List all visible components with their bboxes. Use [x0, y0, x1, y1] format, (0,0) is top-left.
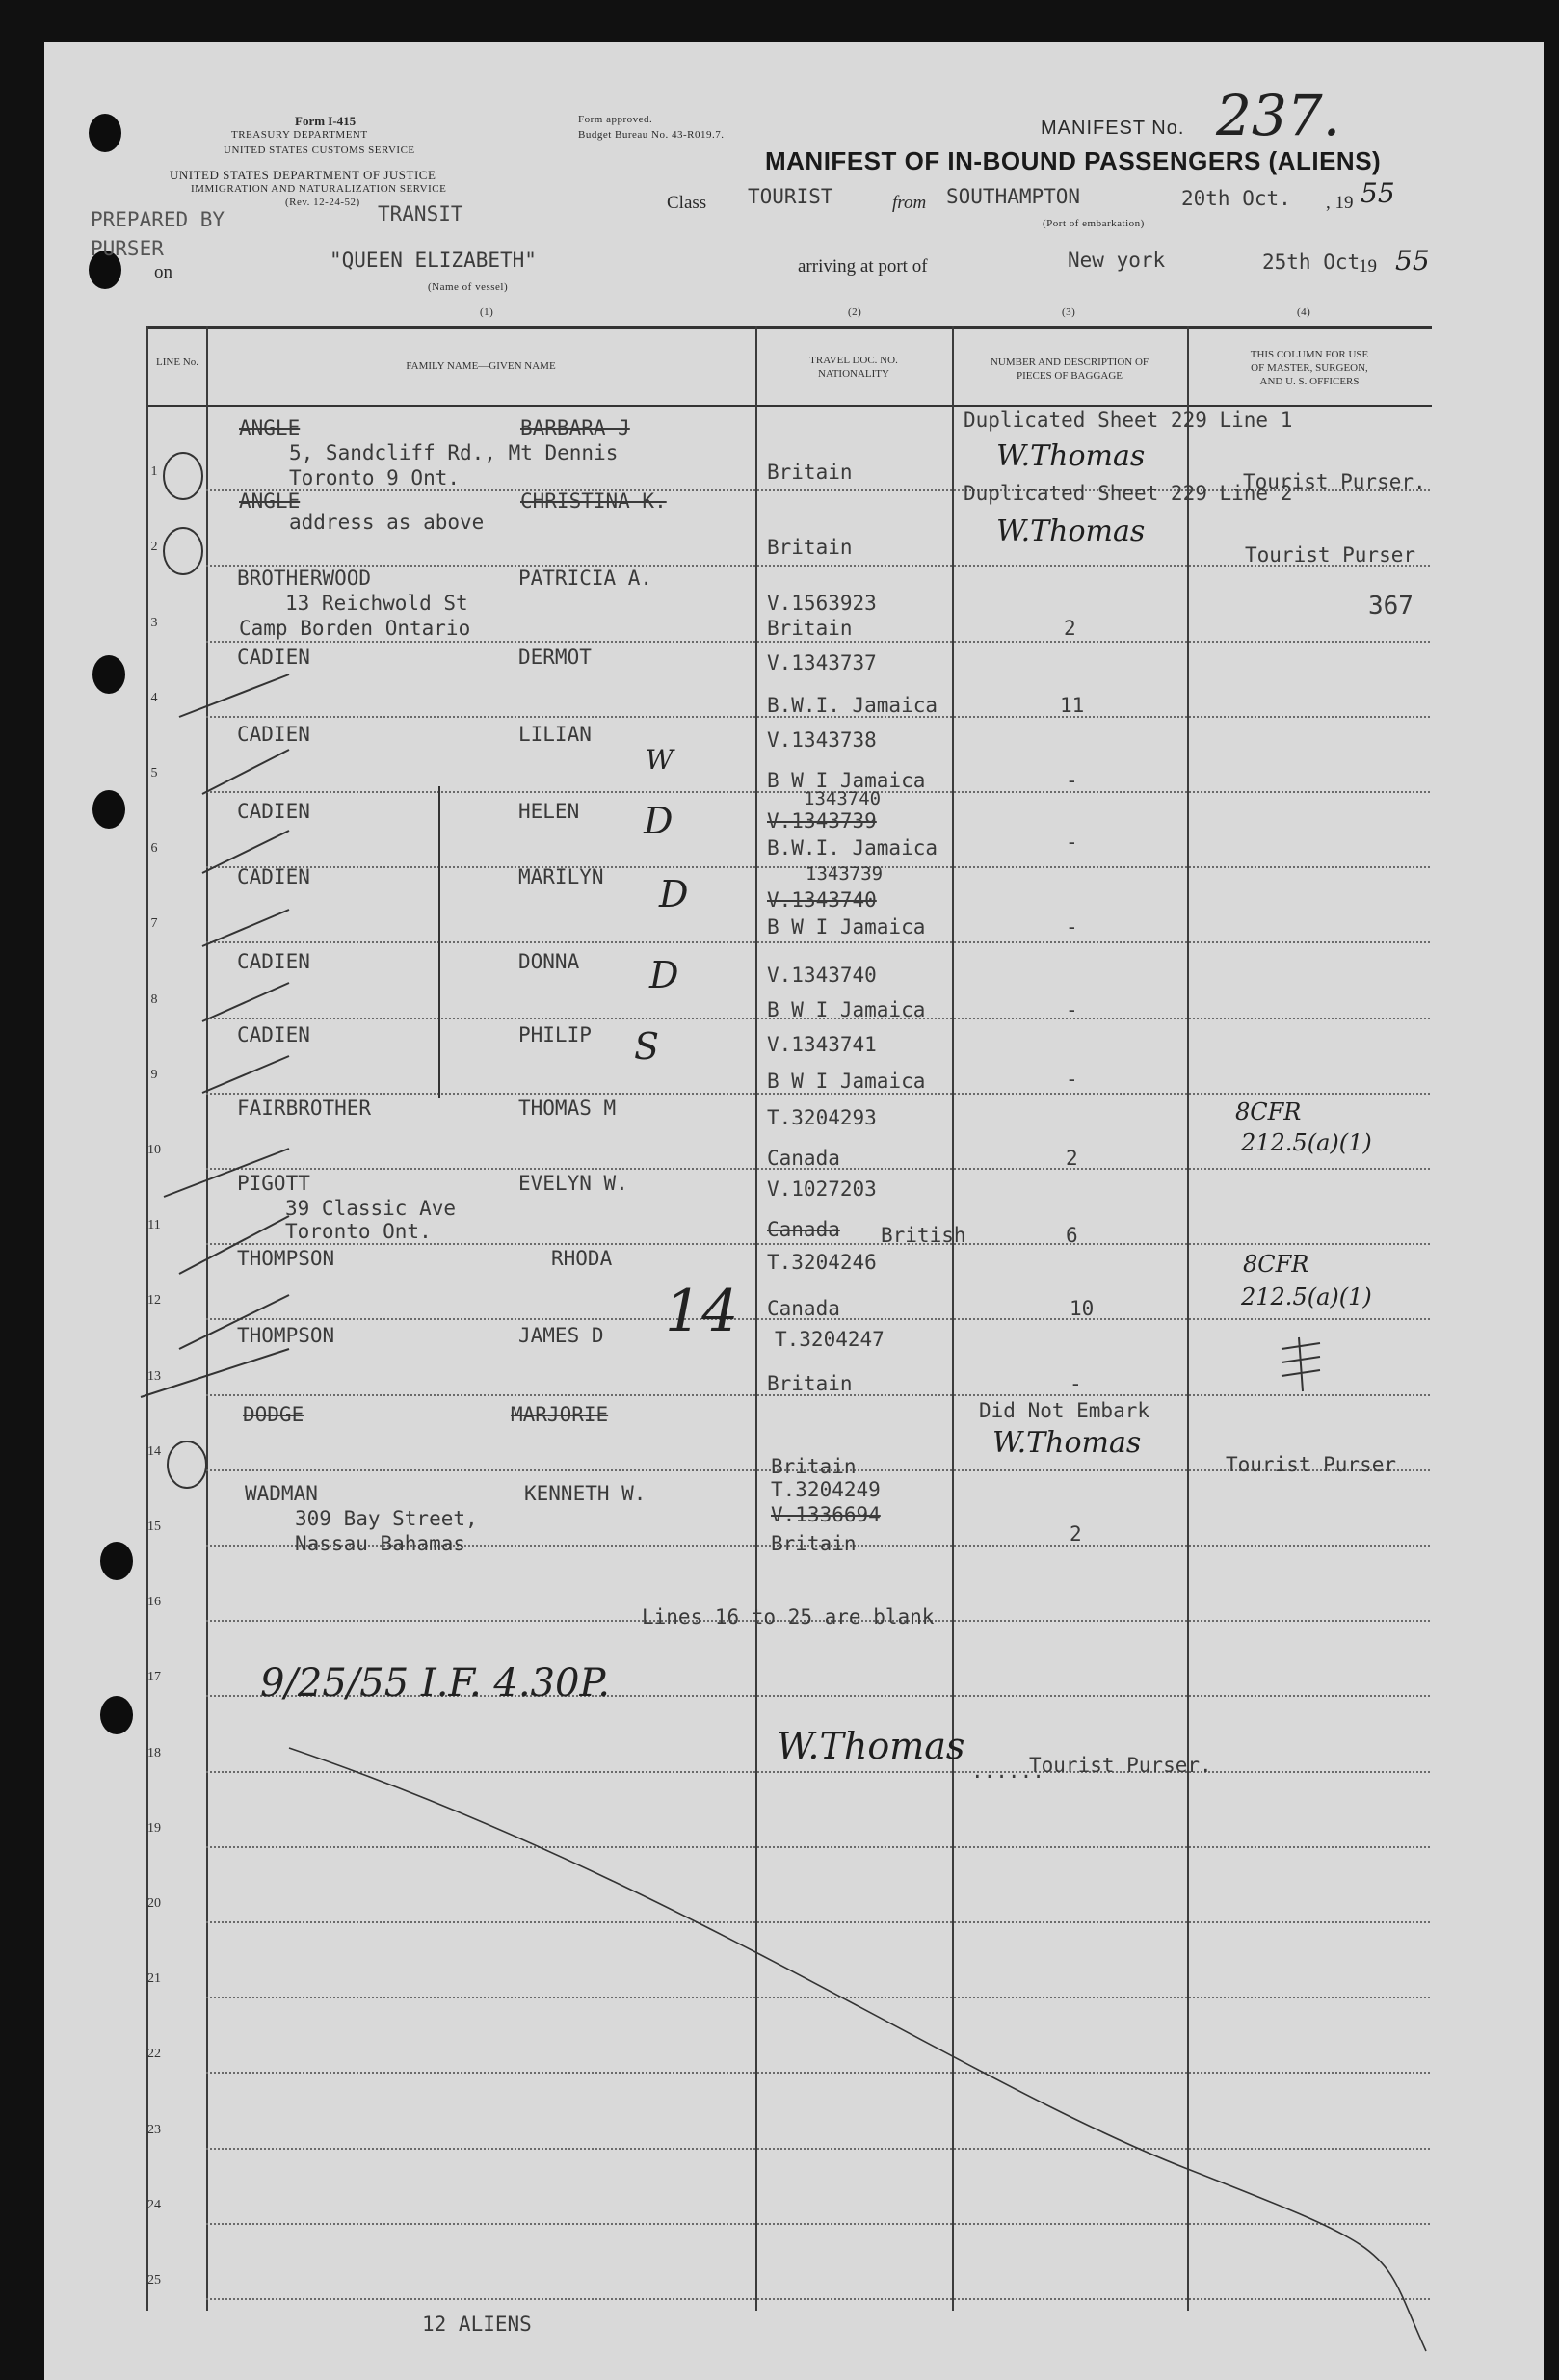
dept-line: TREASURY DEPARTMENT — [231, 129, 368, 141]
entry-5-doc: V.1343738 — [767, 728, 877, 752]
line-number: 14 — [147, 1443, 161, 1459]
col-header-officers: THIS COLUMN FOR USE — [1250, 349, 1369, 360]
entry-7-mark: D — [659, 873, 689, 915]
col-header-name: FAMILY NAME—GIVEN NAME — [406, 360, 556, 372]
entry-13-mark: 14 — [665, 1278, 739, 1345]
arriving-label: arriving at port of — [798, 256, 928, 277]
line-number: 22 — [147, 2047, 161, 2062]
entry-5-given: LILIAN — [518, 723, 592, 746]
final-signature-dots: ...... — [971, 1759, 1044, 1783]
vessel-name: "QUEEN ELIZABETH" — [330, 249, 537, 272]
entry-14-nationality: Britain — [771, 1455, 857, 1478]
revision-date: (Rev. 12-24-52) — [285, 197, 360, 208]
inspection-note: 9/25/55 I.F. 4.30P. — [260, 1661, 610, 1706]
arrival-port: New york — [1068, 249, 1166, 272]
purser-label: PURSER — [91, 237, 164, 260]
entry-1-address-2: Toronto 9 Ont. — [289, 466, 461, 489]
entry-9-doc: V.1343741 — [767, 1033, 877, 1056]
row-divider — [206, 2148, 1430, 2151]
entry-6-nationality: B.W.I. Jamaica — [767, 836, 938, 859]
arrival-date: 25th Oct — [1262, 251, 1361, 274]
entry-3-officer-note: 367 — [1368, 592, 1414, 621]
entry-9-given: PHILIP — [518, 1023, 592, 1046]
entry-12-given: RHODA — [551, 1247, 613, 1270]
row-divider — [206, 941, 1430, 944]
line-number: 10 — [147, 1143, 161, 1157]
entry-12-baggage: 10 — [1070, 1297, 1095, 1320]
line-number: 21 — [147, 1971, 161, 1987]
entry-2-role: Tourist Purser — [1245, 543, 1416, 567]
entry-8-nationality: B W I Jamaica — [767, 998, 926, 1021]
entry-14-signature: W.Thomas — [992, 1426, 1142, 1460]
entry-9-nationality: B W I Jamaica — [767, 1070, 926, 1093]
entry-7-doc: V.1343740 — [767, 888, 877, 912]
table-top-border — [146, 326, 1432, 329]
punch-hole — [92, 790, 125, 829]
entry-13-doc: T.3204247 — [775, 1328, 885, 1351]
line-number: 11 — [147, 1218, 161, 1233]
line-number: 20 — [147, 1896, 161, 1911]
manifest-number: 237. — [1216, 83, 1341, 148]
line-number: 16 — [147, 1595, 161, 1610]
entry-14-note: Did Not Embark — [979, 1399, 1150, 1422]
entry-14-given: MARJORIE — [511, 1403, 609, 1426]
entry-4-family: CADIEN — [237, 646, 310, 669]
arrival-year: 55 — [1395, 245, 1430, 277]
entry-3-given: PATRICIA A. — [518, 567, 653, 590]
entry-12-family: THOMPSON — [237, 1247, 335, 1270]
entry-12-nationality: Canada — [767, 1297, 840, 1320]
entry-15-given: KENNETH W. — [524, 1482, 647, 1505]
entry-8-mark: D — [649, 954, 679, 996]
entry-11-address-2: Toronto Ont. — [285, 1220, 432, 1243]
entry-10-family: FAIRBROTHER — [237, 1097, 372, 1120]
transit-label: TRANSIT — [378, 202, 463, 225]
entry-6-family: CADIEN — [237, 800, 310, 823]
entry-2-family: ANGLE — [239, 489, 301, 513]
embark-year: 55 — [1361, 177, 1395, 209]
line-number: 4 — [150, 690, 158, 705]
line-number: 15 — [147, 1520, 161, 1534]
row-divider — [206, 2223, 1430, 2226]
col-header-baggage: NUMBER AND DESCRIPTION OF — [990, 357, 1149, 368]
entry-3-family: BROTHERWOOD — [237, 567, 372, 590]
row-divider — [206, 1846, 1430, 1849]
entry-8-doc: V.1343740 — [767, 964, 877, 987]
entry-5-mark: W — [646, 744, 674, 776]
entry-1-address: 5, Sandcliff Rd., Mt Dennis — [289, 441, 619, 464]
manifest-page — [44, 42, 1544, 2380]
entry-6-doc-correction: 1343740 — [804, 788, 882, 809]
line-number: 5 — [150, 766, 158, 780]
line-number: 17 — [147, 1670, 161, 1685]
entry-2-note: Duplicated Sheet 229 Line 2 — [964, 482, 1293, 505]
embark-date: 20th Oct. — [1181, 187, 1291, 210]
line-number: 18 — [147, 1745, 161, 1760]
class-label: Class — [667, 193, 707, 213]
col-header-line-no: LINE No. — [156, 357, 198, 368]
entry-15-address: 309 Bay Street, — [295, 1507, 478, 1530]
entry-3-address-2: Camp Borden Ontario — [239, 617, 471, 640]
entry-4-given: DERMOT — [518, 646, 592, 669]
column-number: (4) — [1297, 306, 1311, 318]
col-header-officers-3: AND U. S. OFFICERS — [1259, 376, 1360, 387]
page-title: MANIFEST OF IN-BOUND PASSENGERS (ALIENS) — [765, 146, 1382, 175]
entry-2-given: CHRISTINA K. — [520, 489, 667, 513]
col-header-travel-doc: TRAVEL DOC. NO. — [809, 355, 898, 366]
entry-7-given: MARILYN — [518, 865, 604, 888]
entry-11-nationality-struck: Canada — [767, 1218, 840, 1241]
entry-1-signature: W.Thomas — [996, 439, 1146, 473]
dept-line: UNITED STATES CUSTOMS SERVICE — [224, 145, 415, 156]
row-divider — [206, 2298, 1430, 2301]
entry-1-family: ANGLE — [239, 416, 301, 439]
embark-port: SOUTHAMPTON — [946, 185, 1081, 208]
entry-10-nationality: Canada — [767, 1147, 840, 1170]
entry-15-family: WADMAN — [245, 1482, 318, 1505]
row-divider — [206, 641, 1430, 644]
prepared-by: PREPARED BY — [91, 208, 225, 231]
entry-1-role: Tourist Purser. — [1243, 470, 1426, 493]
form-number: Form I-415 — [295, 114, 357, 128]
form-approved: Form approved. — [578, 114, 653, 125]
entry-9-family: CADIEN — [237, 1023, 310, 1046]
entry-8-family: CADIEN — [237, 950, 310, 973]
embark-year-prefix: , 19 — [1326, 193, 1354, 213]
entry-13-baggage: - — [1070, 1372, 1082, 1395]
vessel-caption: (Name of vessel) — [428, 281, 509, 293]
entry-2-signature: W.Thomas — [996, 515, 1146, 548]
entry-11-family: PIGOTT — [237, 1172, 310, 1195]
entry-11-address: 39 Classic Ave — [285, 1197, 457, 1220]
manifest-label: MANIFEST No. — [1041, 118, 1185, 139]
entry-10-given: THOMAS M — [518, 1097, 617, 1120]
line-number: 23 — [147, 2122, 161, 2137]
line-number: 9 — [150, 1067, 158, 1082]
line-number: 6 — [150, 841, 158, 857]
entry-5-nationality: B W I Jamaica — [767, 769, 926, 792]
row-divider — [206, 1243, 1430, 1246]
from-label: from — [892, 193, 927, 213]
line-number: 19 — [147, 1820, 161, 1836]
entry-9-mark: S — [634, 1025, 660, 1068]
entry-3-nationality: Britain — [767, 617, 853, 640]
entry-3-address: 13 Reichwold St — [285, 592, 468, 615]
line-number: 8 — [150, 992, 158, 1007]
entry-6-given: HELEN — [518, 800, 580, 823]
entry-1-nationality: Britain — [767, 461, 853, 484]
entry-1-note: Duplicated Sheet 229 Line 1 — [964, 409, 1293, 432]
line-number: 24 — [147, 2197, 161, 2212]
line-number: 25 — [147, 2273, 161, 2287]
entry-12-officer-note-2: 212.5(a)(1) — [1241, 1283, 1372, 1310]
class-value: TOURIST — [748, 185, 833, 208]
row-divider — [206, 1997, 1430, 1999]
row-divider — [206, 1093, 1430, 1096]
line-number: 3 — [150, 615, 158, 630]
entry-14-family: DODGE — [243, 1403, 304, 1426]
entry-10-doc: T.3204293 — [767, 1106, 877, 1129]
entry-13-given: JAMES D — [518, 1324, 604, 1347]
final-signature: W.Thomas — [777, 1725, 965, 1767]
entry-9-baggage: - — [1066, 1068, 1078, 1091]
entry-10-baggage: 2 — [1066, 1147, 1078, 1170]
punch-hole — [100, 1696, 133, 1734]
line-number: 2 — [150, 540, 158, 555]
entry-1-given: BARBARA J — [520, 416, 630, 439]
port-caption: (Port of embarkation) — [1043, 218, 1145, 229]
entry-13-family: THOMPSON — [237, 1324, 335, 1347]
entry-6-mark: D — [644, 800, 674, 842]
footer-total: 12 ALIENS — [422, 2313, 532, 2336]
on-label: on — [154, 262, 172, 282]
entry-3-doc: V.1563923 — [767, 592, 877, 615]
entry-15-doc-struck: V.1336694 — [771, 1503, 881, 1526]
dept-line: UNITED STATES DEPARTMENT OF JUSTICE — [170, 168, 436, 182]
punch-hole — [92, 655, 125, 694]
entry-4-nationality: B.W.I. Jamaica — [767, 694, 938, 717]
arrival-year-prefix: 19 — [1359, 256, 1377, 277]
entry-2-nationality: Britain — [767, 536, 853, 559]
entry-15-address-2: Nassau Bahamas — [295, 1532, 466, 1555]
col-header-nationality: NATIONALITY — [818, 368, 889, 380]
entry-13-nationality: Britain — [767, 1372, 853, 1395]
entry-6-doc: V.1343739 — [767, 809, 877, 833]
entry-7-doc-correction: 1343739 — [806, 863, 884, 885]
column-number: (2) — [848, 306, 862, 318]
entry-11-given: EVELYN W. — [518, 1172, 628, 1195]
entry-8-baggage: - — [1066, 998, 1078, 1021]
entry-11-baggage: 6 — [1066, 1224, 1078, 1247]
blank-lines-note: Lines 16 to 25 are blank — [642, 1605, 935, 1628]
entry-12-officer-note: 8CFR — [1243, 1251, 1309, 1278]
entry-8-given: DONNA — [518, 950, 580, 973]
entry-5-baggage: - — [1066, 769, 1078, 792]
entry-11-nationality: British — [881, 1224, 966, 1247]
budget-bureau: Budget Bureau No. 43-R019.7. — [578, 129, 725, 141]
entry-4-baggage: 11 — [1060, 694, 1085, 717]
entry-7-nationality: B W I Jamaica — [767, 915, 926, 939]
entry-15-baggage: 2 — [1070, 1522, 1082, 1546]
header-row-border — [146, 405, 1432, 407]
row-divider — [206, 1921, 1430, 1924]
entry-15-nationality: Britain — [771, 1532, 857, 1555]
line-number: 1 — [150, 464, 158, 480]
entry-5-family: CADIEN — [237, 723, 310, 746]
entry-4-doc: V.1343737 — [767, 651, 877, 674]
row-divider — [206, 2072, 1430, 2075]
entry-14-role: Tourist Purser — [1226, 1453, 1397, 1476]
entry-6-baggage: - — [1066, 831, 1078, 854]
final-role: Tourist Purser. — [1029, 1754, 1212, 1777]
line-number: 13 — [147, 1368, 161, 1384]
column-number: (1) — [480, 306, 494, 318]
line-number: 7 — [150, 916, 158, 932]
entry-2-address: address as above — [289, 511, 485, 534]
line-number: 12 — [147, 1293, 161, 1309]
entry-7-baggage: - — [1066, 915, 1078, 939]
entry-15-doc: T.3204249 — [771, 1478, 881, 1501]
entry-7-family: CADIEN — [237, 865, 310, 888]
entry-3-baggage: 2 — [1064, 617, 1076, 640]
entry-10-officer-note: 8CFR — [1235, 1098, 1302, 1125]
punch-hole — [89, 114, 121, 152]
column-number: (3) — [1062, 306, 1076, 318]
entry-12-doc: T.3204246 — [767, 1251, 877, 1274]
col-header-officers-2: OF MASTER, SURGEON, — [1251, 362, 1368, 374]
row-divider — [206, 1771, 1430, 1774]
entry-11-doc: V.1027203 — [767, 1177, 877, 1201]
dept-line: IMMIGRATION AND NATURALIZATION SERVICE — [191, 183, 447, 195]
entry-10-officer-note-2: 212.5(a)(1) — [1241, 1129, 1372, 1156]
punch-hole — [100, 1542, 133, 1580]
col-header-baggage-2: PIECES OF BAGGAGE — [1016, 370, 1123, 382]
